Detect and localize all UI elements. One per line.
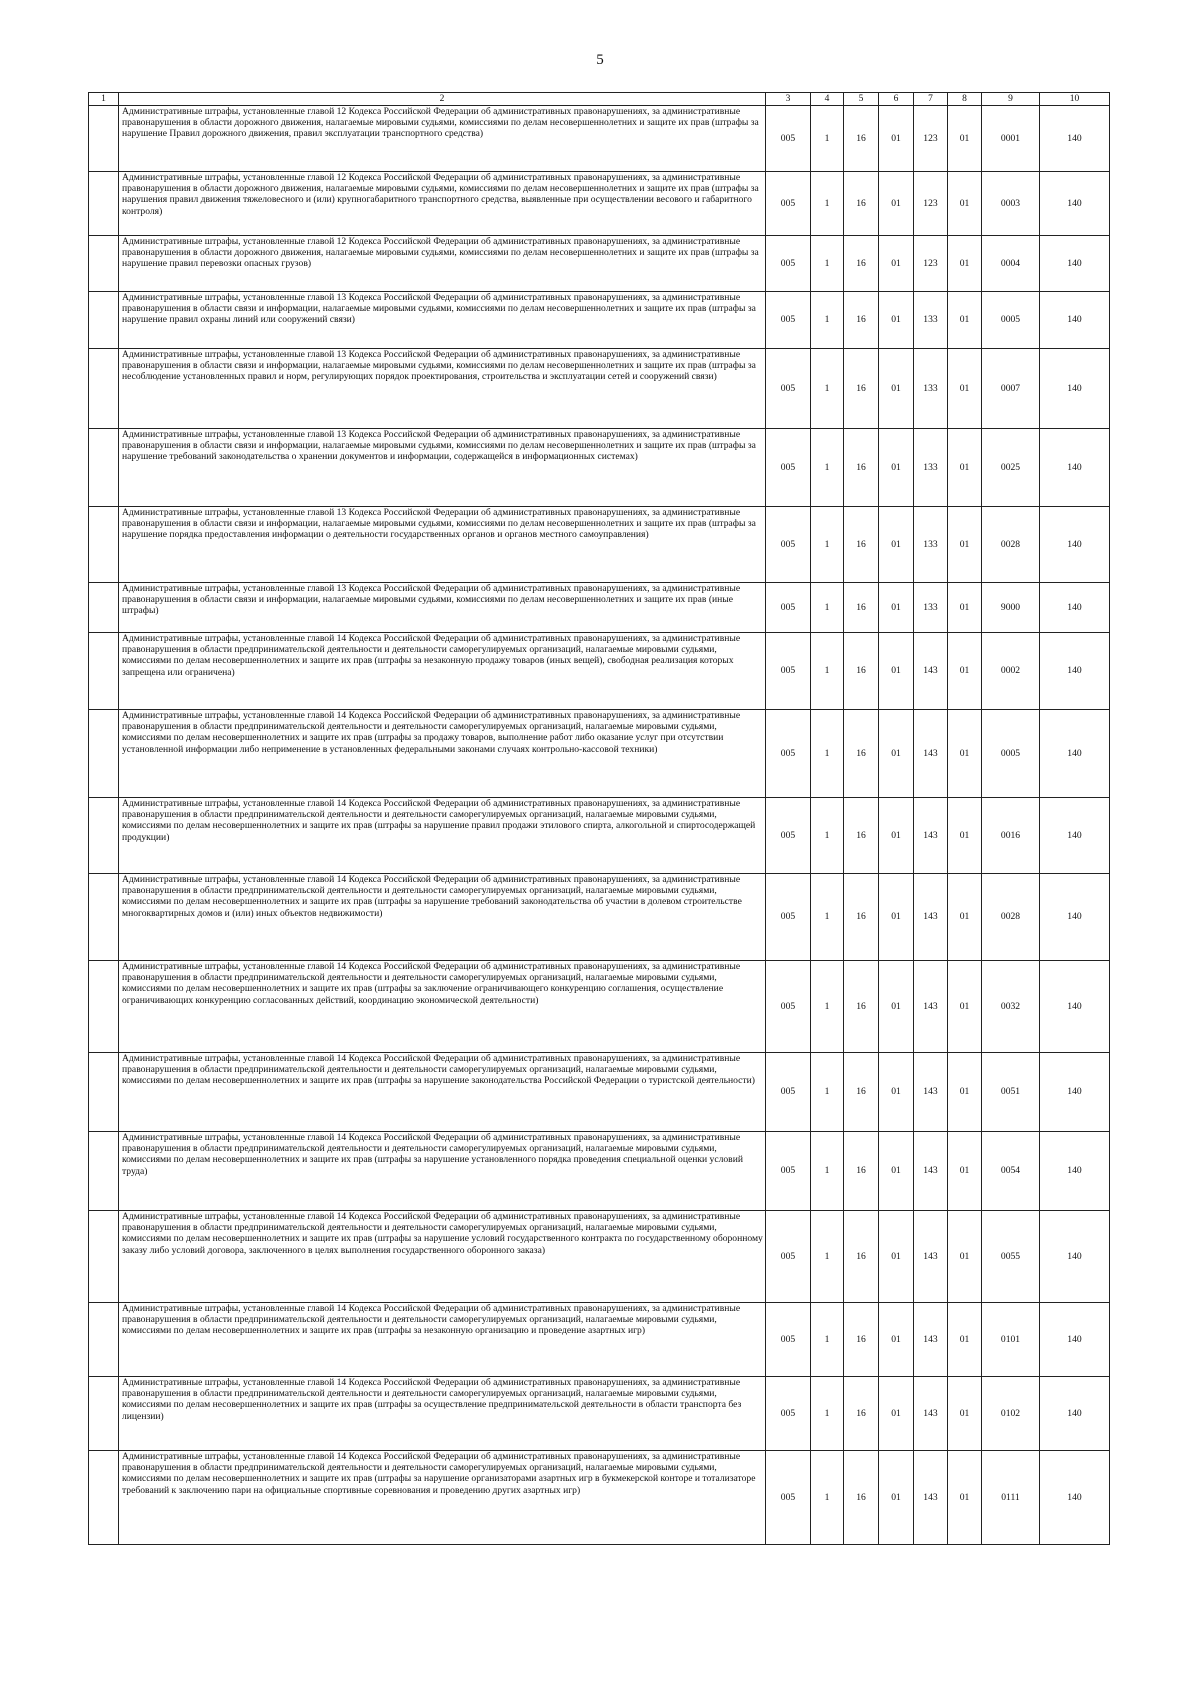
code-cell-c9: 0055 (982, 1211, 1040, 1303)
code-cell-c3: 005 (766, 583, 811, 633)
row-number-cell (89, 1053, 119, 1132)
code-cell-c7: 143 (914, 1303, 948, 1377)
table-body (89, 106, 1110, 1545)
code-cell-c10: 140 (1040, 1211, 1110, 1303)
code-cell-c4: 1 (811, 106, 844, 172)
code-cell-c4: 1 (811, 633, 844, 710)
code-cell-c3: 005 (766, 507, 811, 583)
code-cell-c8: 01 (948, 710, 982, 798)
code-cell-c8: 01 (948, 1451, 982, 1545)
code-cell-c6: 01 (879, 710, 914, 798)
table-row (89, 710, 1110, 798)
code-cell-c4: 1 (811, 1211, 844, 1303)
row-number-cell (89, 710, 119, 798)
code-cell-c6: 01 (879, 1377, 914, 1451)
code-cell-c9: 9000 (982, 583, 1040, 633)
row-number-cell (89, 172, 119, 236)
description-cell: Административные штрафы, установленные главой 14 Кодекса Российской Федерации об административных правонарушениях, за административные правонарушения в области предпринимательской деятельности и деятельности саморегулируемых организаций, налагаемые мировыми судьями, комиссиями по делам несовершеннолетних и защите их прав (штрафы за продажу товаров, выполнение работ либо оказание услуг при отсутствии установленной информации либо неприменение в установленных федеральными законами случаях контрольно-кассовой техники) (119, 710, 766, 798)
code-cell-c6: 01 (879, 798, 914, 874)
code-cell-c10: 140 (1040, 798, 1110, 874)
code-cell-c4: 1 (811, 507, 844, 583)
code-cell-c10: 140 (1040, 1303, 1110, 1377)
row-number-cell (89, 507, 119, 583)
code-cell-c3: 005 (766, 874, 811, 961)
code-cell-c5: 16 (844, 1377, 879, 1451)
column-header: 1 (89, 93, 119, 106)
code-cell-c8: 01 (948, 429, 982, 507)
column-header: 8 (948, 93, 982, 106)
column-header: 5 (844, 93, 879, 106)
code-cell-c8: 01 (948, 172, 982, 236)
description-cell: Административные штрафы, установленные главой 13 Кодекса Российской Федерации об административных правонарушениях, за административные правонарушения в области связи и информации, налагаемые мировыми судьями, комиссиями по делам несовершеннолетних и защите их прав (штрафы за нарушение порядка предоставления информации о деятельности государственных органов и органов местного самоуправления) (119, 507, 766, 583)
code-cell-c6: 01 (879, 292, 914, 349)
table-row (89, 1211, 1110, 1303)
code-cell-c8: 01 (948, 106, 982, 172)
description-cell: Административные штрафы, установленные главой 14 Кодекса Российской Федерации об административных правонарушениях, за административные правонарушения в области предпринимательской деятельности и деятельности саморегулируемых организаций, налагаемые мировыми судьями, комиссиями по делам несовершеннолетних и защите их прав (штрафы за заключение ограничивающего конкуренцию соглашения, осуществление ограничивающих конкуренцию согласованных действий, координацию экономической деятельности) (119, 961, 766, 1053)
description-cell: Административные штрафы, установленные главой 14 Кодекса Российской Федерации об административных правонарушениях, за административные правонарушения в области предпринимательской деятельности и деятельности саморегулируемых организаций, налагаемые мировыми судьями, комиссиями по делам несовершеннолетних и защите их прав (штрафы за нарушение установленного порядка проведения специальной оценки условий труда) (119, 1132, 766, 1211)
table-row (89, 798, 1110, 874)
code-cell-c6: 01 (879, 172, 914, 236)
code-cell-c6: 01 (879, 507, 914, 583)
table-row (89, 349, 1110, 429)
code-cell-c10: 140 (1040, 172, 1110, 236)
table-row (89, 1451, 1110, 1545)
code-cell-c7: 143 (914, 633, 948, 710)
code-cell-c5: 16 (844, 1053, 879, 1132)
code-cell-c9: 0101 (982, 1303, 1040, 1377)
code-cell-c8: 01 (948, 236, 982, 292)
code-cell-c4: 1 (811, 172, 844, 236)
code-cell-c7: 133 (914, 429, 948, 507)
code-cell-c5: 16 (844, 292, 879, 349)
table-row (89, 583, 1110, 633)
code-cell-c7: 123 (914, 106, 948, 172)
code-cell-c3: 005 (766, 429, 811, 507)
description-cell: Административные штрафы, установленные главой 14 Кодекса Российской Федерации об административных правонарушениях, за административные правонарушения в области предпринимательской деятельности и деятельности саморегулируемых организаций, налагаемые мировыми судьями, комиссиями по делам несовершеннолетних и защите их прав (штрафы за нарушение законодательства Российской Федерации о туристской деятельности) (119, 1053, 766, 1132)
code-cell-c7: 143 (914, 798, 948, 874)
code-cell-c7: 133 (914, 583, 948, 633)
code-cell-c6: 01 (879, 236, 914, 292)
description-cell: Административные штрафы, установленные главой 12 Кодекса Российской Федерации об административных правонарушениях, за административные правонарушения в области дорожного движения, налагаемые мировыми судьями, комиссиями по делам несовершеннолетних и защите их прав (штрафы за нарушение правил перевозки опасных грузов) (119, 236, 766, 292)
code-cell-c3: 005 (766, 349, 811, 429)
row-number-cell (89, 583, 119, 633)
code-cell-c7: 133 (914, 349, 948, 429)
code-cell-c7: 143 (914, 1053, 948, 1132)
code-cell-c7: 123 (914, 172, 948, 236)
code-cell-c9: 0111 (982, 1451, 1040, 1545)
code-cell-c6: 01 (879, 429, 914, 507)
code-cell-c6: 01 (879, 349, 914, 429)
code-cell-c8: 01 (948, 1053, 982, 1132)
description-cell: Административные штрафы, установленные главой 12 Кодекса Российской Федерации об административных правонарушениях, за административные правонарушения в области дорожного движения, налагаемые мировыми судьями, комиссиями по делам несовершеннолетних и защите их прав (штрафы за нарушение Правил дорожного движения, правил эксплуатации транспортного средства) (119, 106, 766, 172)
row-number-cell (89, 349, 119, 429)
code-cell-c5: 16 (844, 507, 879, 583)
code-cell-c5: 16 (844, 106, 879, 172)
code-cell-c4: 1 (811, 429, 844, 507)
code-cell-c8: 01 (948, 349, 982, 429)
code-cell-c3: 005 (766, 961, 811, 1053)
description-cell: Административные штрафы, установленные главой 14 Кодекса Российской Федерации об административных правонарушениях, за административные правонарушения в области предпринимательской деятельности и деятельности саморегулируемых организаций, налагаемые мировыми судьями, комиссиями по делам несовершеннолетних и защите их прав (штрафы за нарушение условий государственного контракта по государственному оборонному заказу либо условий договора, заключенного в целях выполнения государственного оборонного заказа) (119, 1211, 766, 1303)
column-header: 10 (1040, 93, 1110, 106)
table-row (89, 961, 1110, 1053)
code-cell-c4: 1 (811, 1303, 844, 1377)
code-cell-c8: 01 (948, 874, 982, 961)
row-number-cell (89, 429, 119, 507)
code-cell-c10: 140 (1040, 874, 1110, 961)
table-row (89, 1377, 1110, 1451)
code-cell-c7: 143 (914, 1211, 948, 1303)
code-cell-c8: 01 (948, 633, 982, 710)
code-cell-c8: 01 (948, 583, 982, 633)
code-cell-c5: 16 (844, 633, 879, 710)
column-header: 2 (119, 93, 766, 106)
code-cell-c5: 16 (844, 874, 879, 961)
code-cell-c9: 0016 (982, 798, 1040, 874)
code-cell-c10: 140 (1040, 710, 1110, 798)
code-cell-c10: 140 (1040, 583, 1110, 633)
code-cell-c7: 123 (914, 236, 948, 292)
code-cell-c6: 01 (879, 1451, 914, 1545)
code-cell-c8: 01 (948, 1303, 982, 1377)
code-cell-c3: 005 (766, 1377, 811, 1451)
code-cell-c3: 005 (766, 1451, 811, 1545)
code-cell-c9: 0051 (982, 1053, 1040, 1132)
code-cell-c5: 16 (844, 349, 879, 429)
code-cell-c6: 01 (879, 1053, 914, 1132)
code-cell-c5: 16 (844, 1451, 879, 1545)
description-cell: Административные штрафы, установленные главой 13 Кодекса Российской Федерации об административных правонарушениях, за административные правонарушения в области связи и информации, налагаемые мировыми судьями, комиссиями по делам несовершеннолетних и защите их прав (штрафы за нарушение правил охраны линий или сооружений связи) (119, 292, 766, 349)
table-row (89, 633, 1110, 710)
table-row (89, 106, 1110, 172)
code-cell-c3: 005 (766, 292, 811, 349)
code-cell-c6: 01 (879, 633, 914, 710)
table-row (89, 1303, 1110, 1377)
code-cell-c10: 140 (1040, 1132, 1110, 1211)
row-number-cell (89, 236, 119, 292)
code-cell-c8: 01 (948, 292, 982, 349)
code-cell-c10: 140 (1040, 106, 1110, 172)
row-number-cell (89, 1303, 119, 1377)
code-cell-c8: 01 (948, 1132, 982, 1211)
code-cell-c6: 01 (879, 583, 914, 633)
column-header: 9 (982, 93, 1040, 106)
code-cell-c4: 1 (811, 1377, 844, 1451)
table-row (89, 292, 1110, 349)
code-cell-c9: 0005 (982, 710, 1040, 798)
code-cell-c9: 0004 (982, 236, 1040, 292)
code-cell-c8: 01 (948, 507, 982, 583)
code-cell-c10: 140 (1040, 961, 1110, 1053)
code-cell-c7: 143 (914, 1377, 948, 1451)
row-number-cell (89, 1377, 119, 1451)
code-cell-c6: 01 (879, 1211, 914, 1303)
code-cell-c6: 01 (879, 106, 914, 172)
code-cell-c5: 16 (844, 1303, 879, 1377)
description-cell: Административные штрафы, установленные главой 13 Кодекса Российской Федерации об административных правонарушениях, за административные правонарушения в области связи и информации, налагаемые мировыми судьями, комиссиями по делам несовершеннолетних и защите их прав (штрафы за нарушение требований законодательства о хранении документов и информации, содержащейся в информационных системах) (119, 429, 766, 507)
code-cell-c10: 140 (1040, 1053, 1110, 1132)
code-cell-c5: 16 (844, 172, 879, 236)
code-cell-c8: 01 (948, 798, 982, 874)
code-cell-c9: 0032 (982, 961, 1040, 1053)
code-cell-c7: 143 (914, 961, 948, 1053)
code-cell-c9: 0001 (982, 106, 1040, 172)
code-cell-c4: 1 (811, 292, 844, 349)
header-row (89, 93, 1110, 106)
budget-classification-table (88, 92, 1110, 1545)
code-cell-c9: 0028 (982, 874, 1040, 961)
code-cell-c6: 01 (879, 1303, 914, 1377)
code-cell-c3: 005 (766, 633, 811, 710)
code-cell-c9: 0005 (982, 292, 1040, 349)
description-cell: Административные штрафы, установленные главой 14 Кодекса Российской Федерации об административных правонарушениях, за административные правонарушения в области предпринимательской деятельности и деятельности саморегулируемых организаций, налагаемые мировыми судьями, комиссиями по делам несовершеннолетних и защите их прав (штрафы за нарушение правил продажи этилового спирта, алкогольной и спиртосодержащей продукции) (119, 798, 766, 874)
table-row (89, 236, 1110, 292)
code-cell-c9: 0102 (982, 1377, 1040, 1451)
description-cell: Административные штрафы, установленные главой 14 Кодекса Российской Федерации об административных правонарушениях, за административные правонарушения в области предпринимательской деятельности и деятельности саморегулируемых организаций, налагаемые мировыми судьями, комиссиями по делам несовершеннолетних и защите их прав (штрафы за осуществление предпринимательской деятельности в области транспорта без лицензии) (119, 1377, 766, 1451)
code-cell-c10: 140 (1040, 429, 1110, 507)
code-cell-c7: 143 (914, 710, 948, 798)
code-cell-c4: 1 (811, 874, 844, 961)
code-cell-c5: 16 (844, 583, 879, 633)
code-cell-c5: 16 (844, 429, 879, 507)
row-number-cell (89, 874, 119, 961)
code-cell-c9: 0007 (982, 349, 1040, 429)
description-cell: Административные штрафы, установленные главой 14 Кодекса Российской Федерации об административных правонарушениях, за административные правонарушения в области предпринимательской деятельности и деятельности саморегулируемых организаций, налагаемые мировыми судьями, комиссиями по делам несовершеннолетних и защите их прав (штрафы за незаконную продажу товаров (иных вещей), свободная реализация которых запрещена или ограничена) (119, 633, 766, 710)
description-cell: Административные штрафы, установленные главой 13 Кодекса Российской Федерации об административных правонарушениях, за административные правонарушения в области связи и информации, налагаемые мировыми судьями, комиссиями по делам несовершеннолетних и защите их прав (штрафы за несоблюдение установленных правил и норм, регулирующих порядок проектирования, строительства и эксплуатации сетей и сооружений связи) (119, 349, 766, 429)
code-cell-c9: 0025 (982, 429, 1040, 507)
row-number-cell (89, 106, 119, 172)
code-cell-c9: 0003 (982, 172, 1040, 236)
code-cell-c10: 140 (1040, 633, 1110, 710)
code-cell-c5: 16 (844, 236, 879, 292)
code-cell-c8: 01 (948, 961, 982, 1053)
row-number-cell (89, 1211, 119, 1303)
code-cell-c3: 005 (766, 1211, 811, 1303)
code-cell-c3: 005 (766, 1303, 811, 1377)
code-cell-c5: 16 (844, 1211, 879, 1303)
code-cell-c5: 16 (844, 798, 879, 874)
description-cell: Административные штрафы, установленные главой 14 Кодекса Российской Федерации об административных правонарушениях, за административные правонарушения в области предпринимательской деятельности и деятельности саморегулируемых организаций, налагаемые мировыми судьями, комиссиями по делам несовершеннолетних и защите их прав (штрафы за нарушение организаторами азартных игр в букмекерской конторе и тотализаторе требований к заключению пари на официальные спортивные соревнования и проведению других азартных игр) (119, 1451, 766, 1545)
code-cell-c4: 1 (811, 1132, 844, 1211)
description-cell: Административные штрафы, установленные главой 14 Кодекса Российской Федерации об административных правонарушениях, за административные правонарушения в области предпринимательской деятельности и деятельности саморегулируемых организаций, налагаемые мировыми судьями, комиссиями по делам несовершеннолетних и защите их прав (штрафы за нарушение требований законодательства об участии в долевом строительстве многоквартирных домов и (или) иных объектов недвижимости) (119, 874, 766, 961)
code-cell-c4: 1 (811, 349, 844, 429)
description-cell: Административные штрафы, установленные главой 12 Кодекса Российской Федерации об административных правонарушениях, за административные правонарушения в области дорожного движения, налагаемые мировыми судьями, комиссиями по делам несовершеннолетних и защите их прав (штрафы за нарушения правил движения тяжеловесного и (или) крупногабаритного транспортного средства, выявленные при осуществлении весового и габаритного контроля) (119, 172, 766, 236)
row-number-cell (89, 633, 119, 710)
code-cell-c10: 140 (1040, 1451, 1110, 1545)
code-cell-c7: 143 (914, 1451, 948, 1545)
code-cell-c4: 1 (811, 236, 844, 292)
table-row (89, 172, 1110, 236)
code-cell-c3: 005 (766, 710, 811, 798)
code-cell-c10: 140 (1040, 236, 1110, 292)
code-cell-c4: 1 (811, 1451, 844, 1545)
code-cell-c10: 140 (1040, 1377, 1110, 1451)
code-cell-c4: 1 (811, 583, 844, 633)
code-cell-c6: 01 (879, 961, 914, 1053)
code-cell-c3: 005 (766, 798, 811, 874)
table-row (89, 1132, 1110, 1211)
code-cell-c10: 140 (1040, 292, 1110, 349)
description-cell: Административные штрафы, установленные главой 14 Кодекса Российской Федерации об административных правонарушениях, за административные правонарушения в области предпринимательской деятельности и деятельности саморегулируемых организаций, налагаемые мировыми судьями, комиссиями по делам несовершеннолетних и защите их прав (штрафы за незаконную организацию и проведение азартных игр) (119, 1303, 766, 1377)
row-number-cell (89, 798, 119, 874)
code-cell-c8: 01 (948, 1211, 982, 1303)
code-cell-c5: 16 (844, 710, 879, 798)
row-number-cell (89, 292, 119, 349)
code-cell-c9: 0054 (982, 1132, 1040, 1211)
code-cell-c7: 143 (914, 874, 948, 961)
column-header: 7 (914, 93, 948, 106)
code-cell-c3: 005 (766, 106, 811, 172)
table-row (89, 874, 1110, 961)
code-cell-c10: 140 (1040, 507, 1110, 583)
code-cell-c7: 133 (914, 292, 948, 349)
code-cell-c5: 16 (844, 1132, 879, 1211)
row-number-cell (89, 961, 119, 1053)
code-cell-c6: 01 (879, 874, 914, 961)
code-cell-c9: 0028 (982, 507, 1040, 583)
table-row (89, 429, 1110, 507)
code-cell-c3: 005 (766, 1132, 811, 1211)
table-row (89, 1053, 1110, 1132)
table-row (89, 507, 1110, 583)
column-header: 6 (879, 93, 914, 106)
code-cell-c4: 1 (811, 798, 844, 874)
code-cell-c3: 005 (766, 1053, 811, 1132)
code-cell-c9: 0002 (982, 633, 1040, 710)
code-cell-c6: 01 (879, 1132, 914, 1211)
code-cell-c3: 005 (766, 172, 811, 236)
code-cell-c4: 1 (811, 710, 844, 798)
description-cell: Административные штрафы, установленные главой 13 Кодекса Российской Федерации об административных правонарушениях, за административные правонарушения в области связи и информации, налагаемые мировыми судьями, комиссиями по делам несовершеннолетних и защите их прав (иные штрафы) (119, 583, 766, 633)
code-cell-c7: 133 (914, 507, 948, 583)
page-number: 5 (596, 52, 604, 68)
code-cell-c5: 16 (844, 961, 879, 1053)
code-cell-c8: 01 (948, 1377, 982, 1451)
code-cell-c4: 1 (811, 961, 844, 1053)
code-cell-c7: 143 (914, 1132, 948, 1211)
row-number-cell (89, 1132, 119, 1211)
code-cell-c3: 005 (766, 236, 811, 292)
code-cell-c10: 140 (1040, 349, 1110, 429)
column-header: 3 (766, 93, 811, 106)
code-cell-c4: 1 (811, 1053, 844, 1132)
column-header: 4 (811, 93, 844, 106)
row-number-cell (89, 1451, 119, 1545)
